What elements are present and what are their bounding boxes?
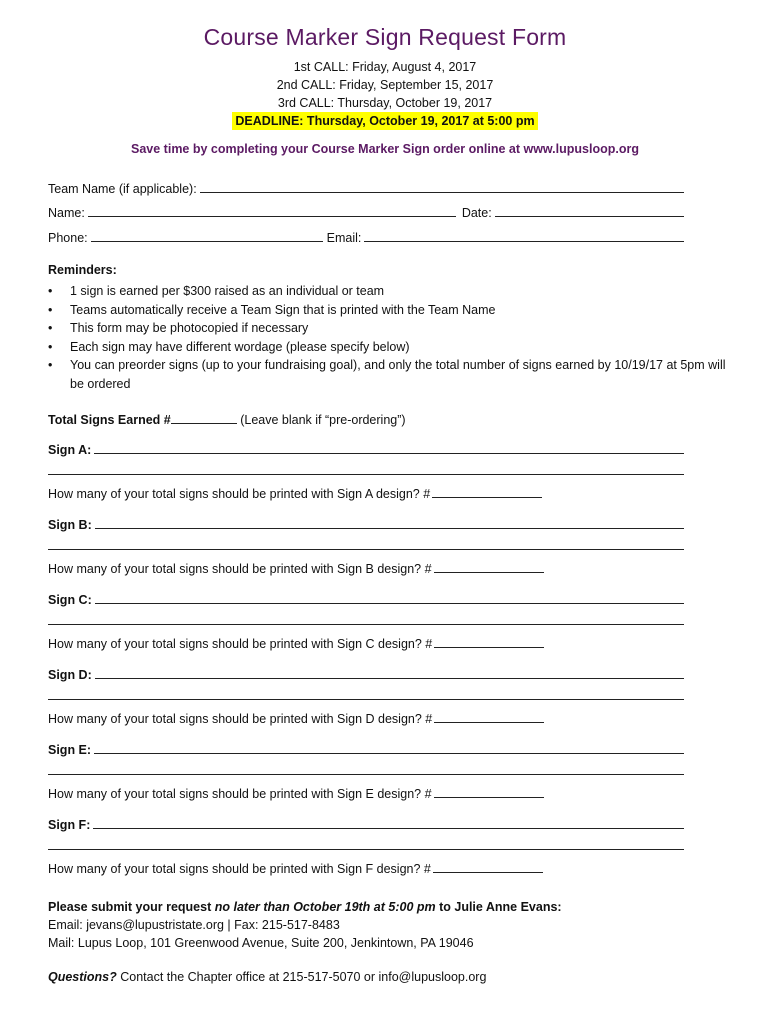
list-item: • This form may be photocopied if necessary	[48, 319, 728, 338]
sign-f-count-row	[48, 862, 543, 876]
sign-d-line-2[interactable]	[48, 699, 684, 700]
sign-e-count-row	[48, 787, 544, 801]
sign-c-count-row	[48, 637, 544, 651]
submit-lead: Please submit your request	[48, 900, 215, 914]
team-name-field[interactable]	[200, 191, 684, 193]
sign-f-field[interactable]	[93, 827, 684, 829]
date-field[interactable]	[495, 215, 684, 217]
sign-c-line-2[interactable]	[48, 624, 684, 625]
second-call: 2nd CALL: Friday, September 15, 2017	[276, 78, 494, 92]
total-signs-row	[48, 413, 406, 427]
sign-e-row	[48, 737, 684, 757]
sign-d-label: Sign D:	[48, 668, 92, 682]
sign-f-label: Sign F:	[48, 818, 91, 832]
sign-e-count-field[interactable]	[434, 787, 544, 798]
sign-d-row	[48, 662, 684, 682]
sign-b-count-field[interactable]	[434, 562, 544, 573]
submit-email-fax: Email: jevans@lupustristate.org | Fax: 215-517-8483	[48, 918, 340, 932]
list-item: • 1 sign is earned per $300 raised as an individual or team	[48, 282, 728, 301]
sign-f-count-field[interactable]	[433, 862, 543, 873]
total-signs-label: Total Signs Earned #	[48, 413, 171, 427]
third-call: 3rd CALL: Thursday, October 19, 2017	[277, 96, 493, 110]
sign-b-field[interactable]	[95, 527, 684, 529]
name-field[interactable]	[88, 215, 456, 217]
sign-e-line-2[interactable]	[48, 774, 684, 775]
sign-d-count-field[interactable]	[434, 712, 544, 723]
sign-a-question: How many of your total signs should be printed with Sign A design? #	[48, 487, 431, 501]
bullet-icon: •	[48, 284, 53, 298]
team-name-label: Team Name (if applicable):	[48, 182, 197, 196]
submit-deadline: no later than October 19th at 5:00 pm	[214, 900, 436, 914]
sign-b-line-2[interactable]	[48, 549, 684, 550]
email-field[interactable]	[364, 240, 684, 242]
questions-line	[48, 970, 486, 984]
bullet-icon: •	[48, 358, 53, 373]
call-dates	[0, 58, 770, 130]
questions-label: Questions?	[48, 970, 117, 984]
total-signs-note: (Leave blank if “pre-ordering”)	[240, 413, 406, 427]
bullet-icon: •	[48, 302, 53, 317]
reminders-title: Reminders:	[48, 263, 117, 277]
sign-a-row	[48, 437, 684, 457]
sign-d-question: How many of your total signs should be printed with Sign D design? #	[48, 712, 433, 726]
sign-c-count-field[interactable]	[434, 637, 544, 648]
sign-b-count-row	[48, 562, 544, 576]
phone-email-row	[48, 225, 684, 245]
sign-e-field[interactable]	[94, 752, 684, 754]
submit-mail-address: Mail: Lupus Loop, 101 Greenwood Avenue, Suite 200, Jenkintown, PA 19046	[48, 936, 474, 950]
bullet-icon: •	[48, 339, 53, 354]
sign-b-row	[48, 512, 684, 532]
list-item: • Teams automatically receive a Team Sign that is printed with the Team Name	[48, 301, 728, 320]
sign-d-count-row	[48, 712, 544, 726]
list-item: • Each sign may have different wordage (please specify below)	[48, 338, 728, 357]
sign-f-line-2[interactable]	[48, 849, 684, 850]
sign-f-row	[48, 812, 684, 832]
sign-b-label: Sign B:	[48, 518, 92, 532]
sign-a-line-2[interactable]	[48, 474, 684, 475]
bullet-icon: •	[48, 321, 53, 336]
name-date-row	[48, 200, 684, 220]
phone-label: Phone:	[48, 231, 88, 245]
sign-f-question: How many of your total signs should be printed with Sign F design? #	[48, 862, 431, 876]
sign-e-question: How many of your total signs should be printed with Sign E design? #	[48, 787, 432, 801]
form-title: Course Marker Sign Request Form	[203, 24, 567, 50]
phone-field[interactable]	[91, 240, 323, 242]
team-name-row	[48, 176, 684, 196]
sign-c-question: How many of your total signs should be printed with Sign C design? #	[48, 637, 433, 651]
name-label: Name:	[48, 206, 85, 220]
online-order-note: Save time by completing your Course Marker Sign order online at www.lupusloop.org	[131, 142, 639, 156]
sign-c-field[interactable]	[95, 602, 684, 604]
sign-a-count-field[interactable]	[432, 487, 542, 498]
submit-recipient: to Julie Anne Evans:	[435, 900, 562, 914]
first-call: 1st CALL: Friday, August 4, 2017	[293, 60, 477, 74]
sign-c-row	[48, 587, 684, 607]
date-label: Date:	[461, 206, 492, 220]
list-item: • You can preorder signs (up to your fundraising goal), and only the total number of signs earned by 10/19/17 at 5pm will be ordered	[48, 358, 726, 391]
sign-e-label: Sign E:	[48, 743, 92, 757]
email-label: Email:	[326, 231, 362, 245]
submit-instructions	[48, 900, 562, 914]
sign-b-question: How many of your total signs should be printed with Sign B design? #	[48, 562, 432, 576]
sign-d-field[interactable]	[95, 677, 684, 679]
deadline-highlight: DEADLINE: Thursday, October 19, 2017 at 5:00 pm	[232, 112, 537, 130]
sign-a-field[interactable]	[94, 452, 684, 454]
sign-a-label: Sign A:	[48, 443, 92, 457]
questions-contact: Contact the Chapter office at 215-517-5070 or info@lupusloop.org	[116, 970, 487, 984]
sign-a-count-row	[48, 487, 542, 501]
sign-c-label: Sign C:	[48, 593, 92, 607]
reminders-list	[48, 282, 728, 394]
total-signs-field[interactable]	[171, 413, 237, 424]
